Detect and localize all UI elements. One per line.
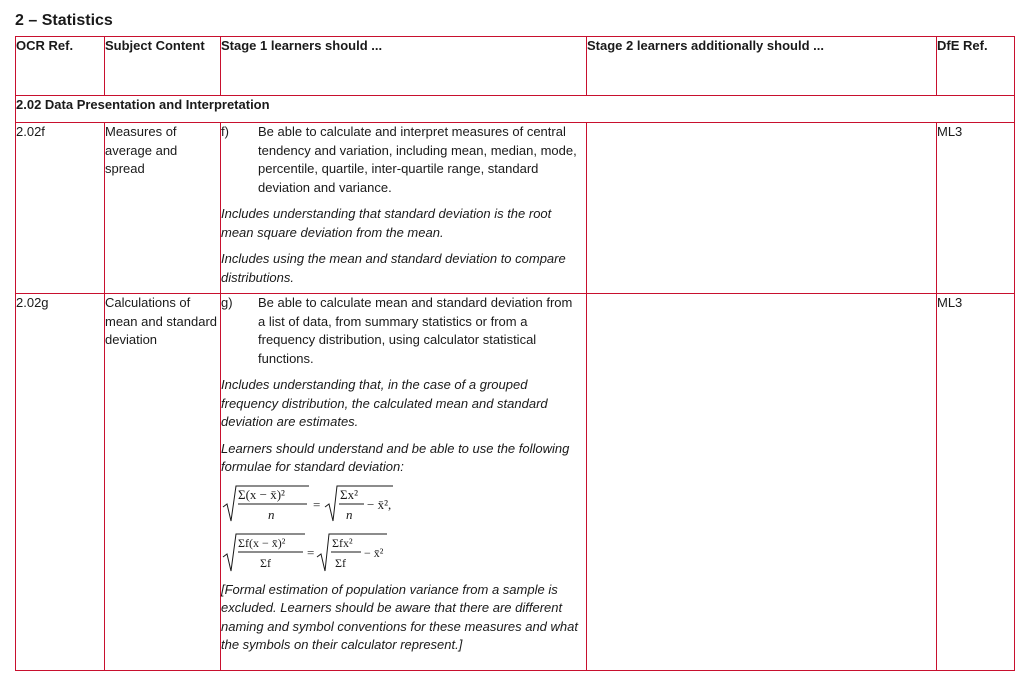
col-header-ocr-ref: OCR Ref. [16, 37, 105, 96]
sd-formula-ungrouped [221, 483, 586, 525]
subject-cell: Calculations of mean and standard deviation [105, 294, 221, 671]
formula2-denominator-right: Σf [335, 555, 346, 570]
stage2-cell [587, 123, 937, 294]
col-header-dfe-ref: DfE Ref. [937, 37, 1015, 96]
statement-letter: g) [221, 295, 233, 310]
guidance-note: Includes understanding that, in the case of a grouped frequency distribution, the calculated mean and standard deviation are estimates. [221, 377, 548, 429]
col-header-subject-content: Subject Content [105, 37, 221, 96]
dfe-ref-cell: ML3 [937, 123, 1015, 294]
guidance-note: Learners should understand and be able to use the following formulae for standard deviation: [221, 440, 570, 474]
statement-text: Be able to calculate mean and standard deviation from a list of data, from summary statistics or from a frequency distribution, using calculator statistical functions. [258, 295, 573, 366]
table-row [16, 123, 1015, 294]
statement [221, 123, 586, 197]
sd-formula-grouped [221, 531, 586, 573]
page-title: 2 – Statistics [15, 12, 113, 29]
formula2-equals: = [307, 544, 315, 560]
formula1-numerator-left: Σ(x − x̄)² [238, 486, 285, 502]
section-row [16, 96, 1015, 123]
ocr-ref-cell: 2.02f [16, 123, 105, 294]
header-row [16, 37, 1015, 96]
table-row [16, 294, 1015, 671]
formula1-tail: − x̄², [367, 496, 392, 512]
statement [221, 294, 586, 368]
guidance-note: Includes using the mean and standard deviation to compare distributions. [221, 251, 566, 285]
specification-table [15, 36, 1015, 671]
formula2-numerator-left: Σf(x − x̄)² [238, 535, 286, 550]
formula2-denominator-left: Σf [260, 555, 271, 570]
formula1-denominator-left: n [268, 506, 275, 522]
col-header-stage2: Stage 2 learners additionally should ... [587, 37, 937, 96]
ocr-ref-cell: 2.02g [16, 294, 105, 671]
col-header-stage1: Stage 1 learners should ... [221, 37, 587, 96]
formula1-equals: = [313, 496, 321, 512]
statement-text: Be able to calculate and interpret measures of central tendency and variation, including mean, median, mode, percentile, quartile, inter-quartile range, standard deviation and variance. [258, 124, 577, 195]
formula2-numerator-right: Σfx² [332, 535, 353, 550]
guidance-note: Includes understanding that standard deviation is the root mean square deviation from the mean. [221, 206, 552, 240]
subject-cell: Measures of average and spread [105, 123, 221, 294]
exclusion-note: [Formal estimation of population variance from a sample is excluded. Learners should be aware that there are different naming and symbol conventions for these measures and what the symbols on their calculator represent.] [221, 581, 578, 652]
stage2-cell [587, 294, 937, 671]
dfe-ref-cell: ML3 [937, 294, 1015, 671]
stage1-cell [221, 294, 587, 671]
formula1-numerator-right: Σx² [340, 486, 358, 502]
statement-letter: f) [221, 124, 229, 139]
stage1-cell [221, 123, 587, 294]
section-heading: 2.02 Data Presentation and Interpretation [16, 96, 1015, 123]
formula2-tail: − x̄² [364, 545, 384, 560]
formula1-denominator-right: n [346, 506, 353, 522]
